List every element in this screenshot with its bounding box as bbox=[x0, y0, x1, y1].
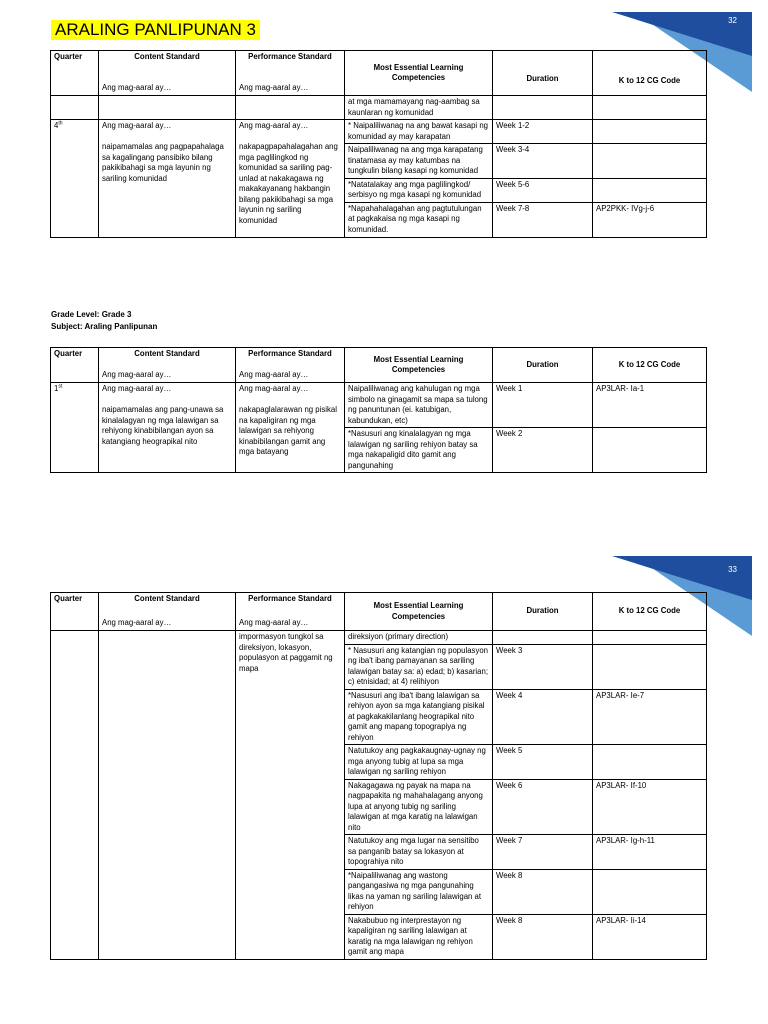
cell-melc: * Naipaliliwanag na ang bawat kasapi ng komunidad ay may karapatan bbox=[345, 120, 493, 144]
cell-code bbox=[593, 120, 707, 144]
grade-level: Grade Level: Grade 3 bbox=[51, 310, 132, 319]
header-quarter: Quarter bbox=[51, 593, 99, 631]
cell-code bbox=[593, 428, 707, 473]
header-performance-standard: Performance Standard Ang mag-aaral ay… bbox=[236, 593, 345, 631]
cell-code bbox=[593, 644, 707, 689]
cell-content-standard: Ang mag-aaral ay… naipamamalas ang pang-unawa sa kinalalagyan ng mga lalawigan sa rehiyong kinabibilangan ayon sa katangiang heograpikal nito bbox=[99, 383, 236, 473]
cell-quarter bbox=[51, 631, 99, 960]
header-melc: Most Essential Learning Competencies bbox=[345, 348, 493, 383]
header-content-standard: Content Standard Ang mag-aaral ay… bbox=[99, 348, 236, 383]
cell-performance-standard: Ang mag-aaral ay… nakapagpapahalagahan ang mga paglilingkod ng komunidad sa sariling pag- unlad at nakakagawa ng makakayanang hakbangin bilang pakikibahagi sa mga layunin ng sariling komunidad bbox=[236, 120, 345, 238]
cell-melc: Nakagagawa ng payak na mapa na nagpapakita ng mahahalagang anyong lupa at anyong tubig ng sariling lalawigan at mga karatig na lalawigan nito bbox=[345, 779, 493, 835]
cell-blank bbox=[493, 96, 593, 120]
cell-melc: Nakabubuo ng interprestayon ng kapaligiran ng sariling lalawigan at karatig na mga lalawigan ng rehiyon gamit ang mapa bbox=[345, 914, 493, 959]
cell-code: AP3LAR- Ie-7 bbox=[593, 689, 707, 745]
cell-code bbox=[593, 631, 707, 645]
cell-duration: Week 4 bbox=[493, 689, 593, 745]
header-quarter: Quarter bbox=[51, 348, 99, 383]
header-content-standard: Content Standard Ang mag-aaral ay… bbox=[99, 51, 236, 96]
cell-blank bbox=[51, 96, 99, 120]
curriculum-table-continued bbox=[50, 592, 707, 960]
subject-line: Subject: Araling Panlipunan bbox=[51, 322, 158, 331]
cell-melc: *Naipaliliwanag ang wastong pangangasiwa ng mga pangunahing likas na yaman ng sariling lalawigan at rehiyon bbox=[345, 869, 493, 914]
header-performance-standard: Performance Standard Ang mag-aaral ay… bbox=[236, 51, 345, 96]
cell-duration: Week 1-2 bbox=[493, 120, 593, 144]
cell-code bbox=[593, 745, 707, 780]
cell-code bbox=[593, 869, 707, 914]
cell-code: AP3LAR- If-10 bbox=[593, 779, 707, 835]
cell-performance-standard: Ang mag-aaral ay… nakapaglalarawan ng pisikal na kapaligiran ng mga lalawigan sa rehiyong kinabibilangan gamit ang mga batayang bbox=[236, 383, 345, 473]
page-33 bbox=[0, 552, 768, 1024]
cell-content-standard bbox=[99, 631, 236, 960]
cell-duration: Week 3 bbox=[493, 644, 593, 689]
cell-duration: Week 5 bbox=[493, 745, 593, 780]
header-quarter: Quarter bbox=[51, 51, 99, 96]
cell-melc: *Nasusuri ang kinalalagyan ng mga lalawigan ng sariling rehiyon batay sa mga nakapaligid dito gamit ang pangunahing bbox=[345, 428, 493, 473]
cell-code: AP3LAR- Ia-1 bbox=[593, 383, 707, 428]
curriculum-table-quarter-4 bbox=[50, 50, 707, 238]
cell-melc: Naipaliliwanag na ang mga karapatang tinatamasa ay may katumbas na tungkulin bilang kasapi ng komunidad bbox=[345, 144, 493, 179]
cell-duration bbox=[493, 631, 593, 645]
cell-performance-standard: impormasyon tungkol sa direksiyon, lokasyon, populasyon at paggamit ng mapa bbox=[236, 631, 345, 960]
header-melc: Most Essential Learning Competencies bbox=[345, 593, 493, 631]
cell-melc: Natutukoy ang mga lugar na sensitibo sa panganib batay sa lokasyon at topograhiya nito bbox=[345, 835, 493, 870]
cell-code: AP2PKK- IVg-j-6 bbox=[593, 202, 707, 237]
cell-melc: * Nasusuri ang katangian ng populasyon ng iba't ibang pamayanan sa sariling lalawigan batay sa: a) edad; b) kasarian; c) etnisidad; at 4) relihiyon bbox=[345, 644, 493, 689]
cell-code: AP3LAR- Ii-14 bbox=[593, 914, 707, 959]
cell-melc: direksiyon (primary direction) bbox=[345, 631, 493, 645]
cell-duration: Week 5-6 bbox=[493, 178, 593, 202]
header-content-standard: Content Standard Ang mag-aaral ay… bbox=[99, 593, 236, 631]
cell-duration: Week 7 bbox=[493, 835, 593, 870]
cell-melc-continued: at mga mamamayang nag-aambag sa kaunlaran ng komunidad bbox=[345, 96, 493, 120]
cell-quarter: 1st bbox=[51, 383, 99, 473]
header-duration: Duration bbox=[493, 348, 593, 383]
cell-code: AP3LAR- Ig-h-11 bbox=[593, 835, 707, 870]
page-number: 33 bbox=[728, 565, 737, 574]
cell-duration: Week 7-8 bbox=[493, 202, 593, 237]
cell-duration: Week 1 bbox=[493, 383, 593, 428]
cell-melc: Natutukoy ang pagkakaugnay-ugnay ng mga anyong tubig at lupa sa mga lalawigan ng sariling rehiyon bbox=[345, 745, 493, 780]
page-number: 32 bbox=[728, 16, 737, 25]
header-code: K to 12 CG Code bbox=[593, 51, 707, 96]
cell-melc: *Nasusuri ang iba't ibang lalawigan sa rehiyon ayon sa mga katangiang pisikal at pagkakakilanlang heograpikal nito gamit ang mapang topograpiya ng rehiyon bbox=[345, 689, 493, 745]
cell-blank bbox=[99, 96, 236, 120]
curriculum-table-quarter-1 bbox=[50, 347, 707, 473]
header-code: K to 12 CG Code bbox=[593, 348, 707, 383]
cell-code bbox=[593, 144, 707, 179]
header-duration: Duration bbox=[493, 593, 593, 631]
cell-code bbox=[593, 178, 707, 202]
cell-duration: Week 2 bbox=[493, 428, 593, 473]
cell-blank bbox=[593, 96, 707, 120]
cell-melc: *Napahahalagahan ang pagtutulungan at pagkakaisa ng mga kasapi ng komunidad. bbox=[345, 202, 493, 237]
document-title: ARALING PANLIPUNAN 3 bbox=[51, 20, 260, 40]
cell-content-standard: Ang mag-aaral ay… naipamamalas ang pagpapahalaga sa kagalingang pansibiko bilang pakikibahagi sa mga layunin ng sariling komunidad bbox=[99, 120, 236, 238]
cell-blank bbox=[236, 96, 345, 120]
cell-duration: Week 3-4 bbox=[493, 144, 593, 179]
cell-duration: Week 8 bbox=[493, 869, 593, 914]
cell-duration: Week 8 bbox=[493, 914, 593, 959]
cell-quarter: 4th bbox=[51, 120, 99, 238]
header-code: K to 12 CG Code bbox=[593, 593, 707, 631]
cell-melc: *Natatalakay ang mga paglilingkod/ serbisyo ng mga kasapi ng komunidad bbox=[345, 178, 493, 202]
header-duration: Duration bbox=[493, 51, 593, 96]
header-melc: Most Essential Learning Competencies bbox=[345, 51, 493, 96]
header-performance-standard: Performance Standard Ang mag-aaral ay… bbox=[236, 348, 345, 383]
cell-duration: Week 6 bbox=[493, 779, 593, 835]
cell-melc: Naipaliliwanag ang kahulugan ng mga simbolo na ginagamit sa mapa sa tulong ng panuntunan (ei. katubigan, kabundukan, etc) bbox=[345, 383, 493, 428]
